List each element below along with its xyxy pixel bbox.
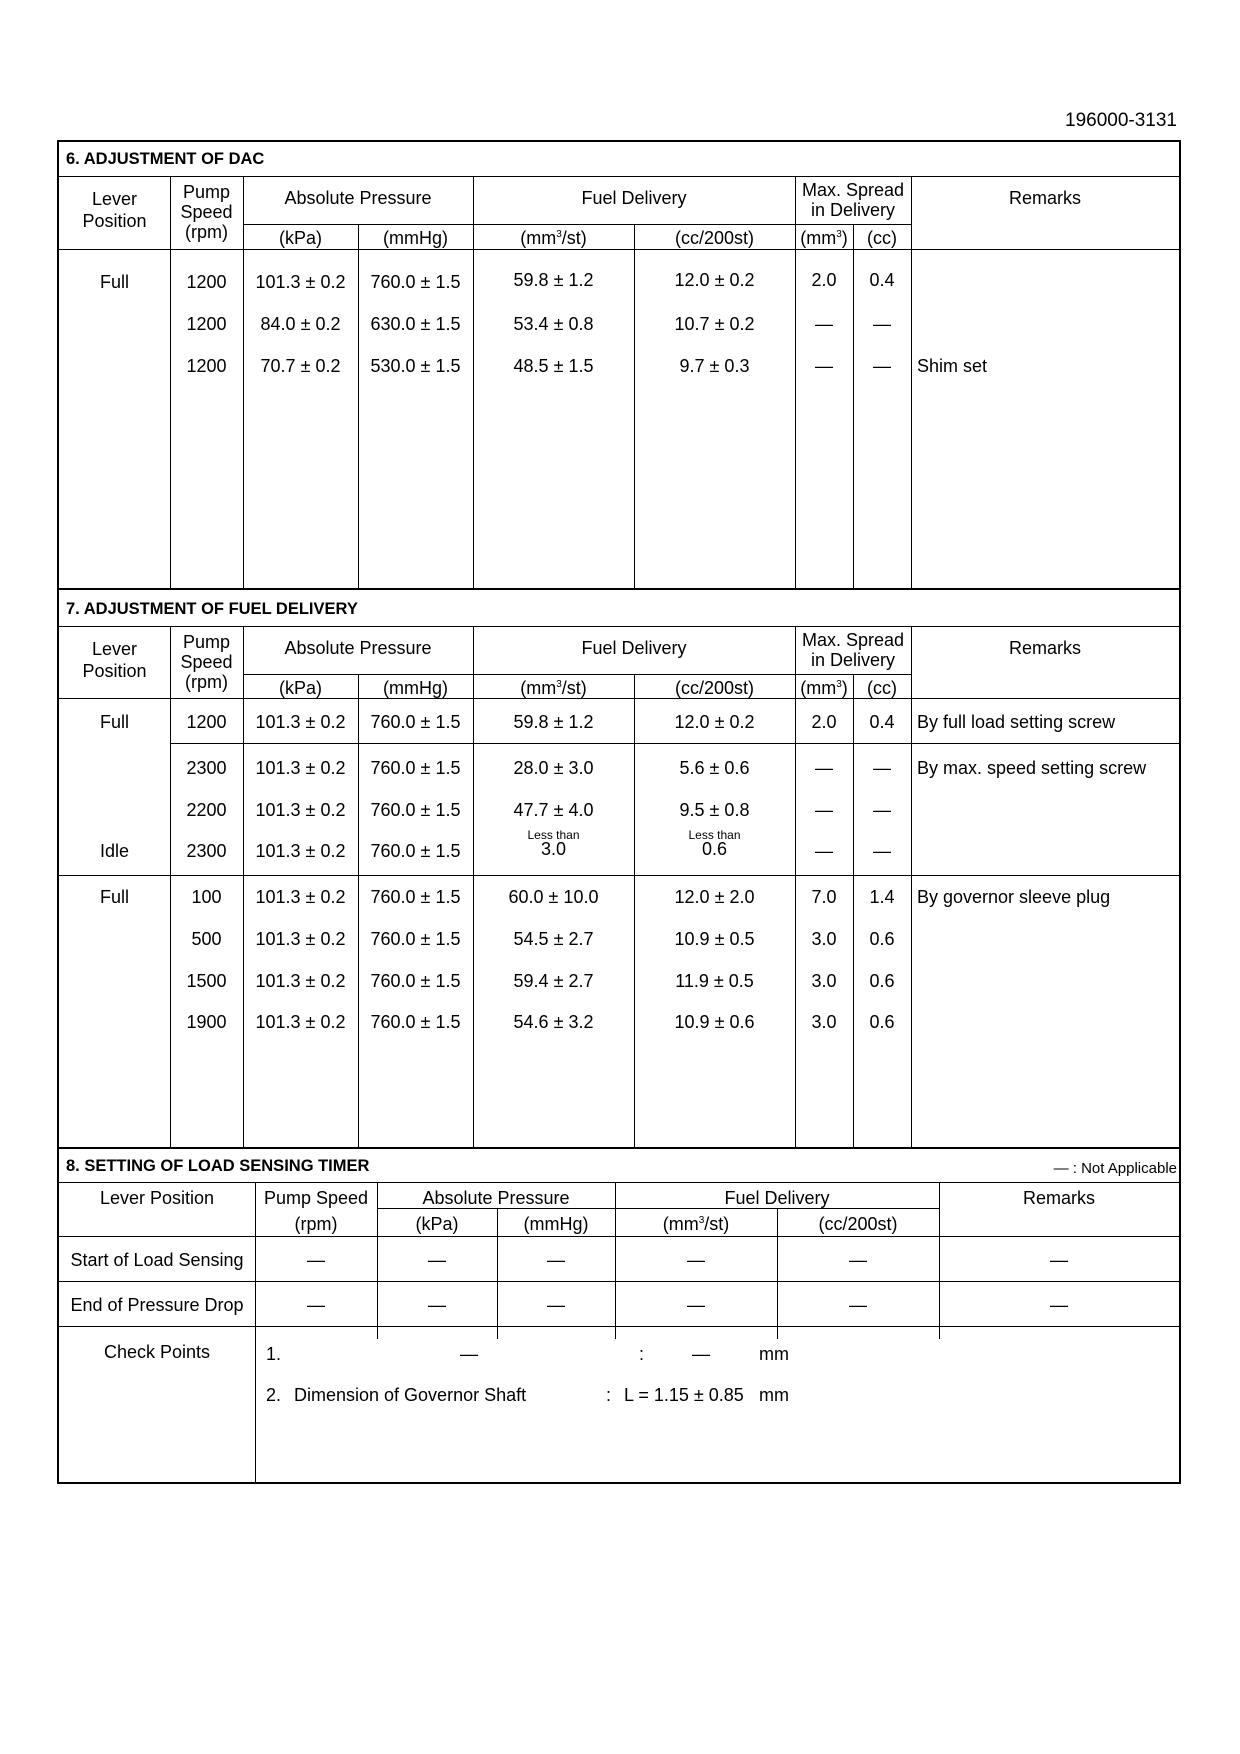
header-absolute-pressure: Absolute Pressure xyxy=(422,1188,570,1208)
cc200-cell: 9.5 ± 0.8 xyxy=(679,800,750,820)
speed-cell: 2200 xyxy=(186,800,227,820)
check-number: 2. xyxy=(266,1385,282,1405)
speed-cell: 1900 xyxy=(186,1012,227,1032)
speed-cell: 100 xyxy=(191,887,222,907)
mm3-cell: 28.0 ± 3.0 xyxy=(513,758,594,778)
spread-mm3-cell: 2.0 xyxy=(811,712,837,732)
kpa-cell: 101.3 ± 0.2 xyxy=(255,1012,346,1032)
header-spread-mm3: $(mm^3)$ xyxy=(800,228,848,248)
mm3-cell: 60.0 ± 10.0 xyxy=(508,887,599,907)
header-mmhg: (mmHg) xyxy=(383,678,448,698)
mmhg-cell: 760.0 ± 1.5 xyxy=(370,758,461,778)
check-value: — xyxy=(692,1344,710,1364)
header-pump-speed: Pump Speed (rpm) xyxy=(180,182,233,242)
cc200-cell: 0.6 xyxy=(701,839,728,859)
kpa-cell: 101.3 ± 0.2 xyxy=(255,841,346,861)
section-7-title: 7. ADJUSTMENT OF FUEL DELIVERY xyxy=(66,600,358,618)
mmhg-cell: 630.0 ± 1.5 xyxy=(370,314,461,334)
mmhg-cell: 760.0 ± 1.5 xyxy=(370,712,461,732)
lever-cell: Idle xyxy=(99,841,130,861)
lever-cell: Full xyxy=(99,712,129,732)
mm3-cell: 47.7 ± 4.0 xyxy=(513,800,594,820)
cc200-cell: — xyxy=(849,1295,867,1315)
header-fuel-delivery: Fuel Delivery xyxy=(581,638,687,658)
spread-mm3-cell: 7.0 xyxy=(811,887,837,907)
mm3-cell: 54.5 ± 2.7 xyxy=(513,929,594,949)
header-cc-200st: (cc/200st) xyxy=(674,228,755,248)
spread-cc-cell: — xyxy=(873,356,891,376)
mmhg-cell: 760.0 ± 1.5 xyxy=(370,272,461,292)
mm3-cell: — xyxy=(687,1295,705,1315)
header-absolute-pressure: Absolute Pressure xyxy=(284,638,432,658)
lever-cell: Full xyxy=(99,272,129,292)
pump-speed-cell: — xyxy=(307,1250,325,1270)
header-remarks: Remarks xyxy=(1022,1188,1095,1208)
mmhg-cell: — xyxy=(547,1250,565,1270)
check-colon: : xyxy=(606,1385,612,1405)
check-unit: mm xyxy=(759,1385,789,1405)
speed-cell: 2300 xyxy=(186,841,227,861)
header-mmhg: (mmHg) xyxy=(523,1214,589,1234)
cc200-cell: 10.7 ± 0.2 xyxy=(674,314,755,334)
mm3-cell: 59.8 ± 1.2 xyxy=(513,270,594,290)
mmhg-cell: 530.0 ± 1.5 xyxy=(370,356,461,376)
header-mmhg: (mmHg) xyxy=(383,228,448,248)
remarks-cell: — xyxy=(1050,1250,1068,1270)
kpa-cell: 101.3 ± 0.2 xyxy=(255,800,346,820)
mm3-cell: — xyxy=(687,1250,705,1270)
speed-cell: 1200 xyxy=(186,272,227,292)
header-spread-cc: (cc) xyxy=(867,678,897,698)
cc200-cell: — xyxy=(849,1250,867,1270)
spread-mm3-cell: — xyxy=(815,314,833,334)
kpa-cell: 101.3 ± 0.2 xyxy=(255,758,346,778)
cc200-cell: 9.7 ± 0.3 xyxy=(679,356,750,376)
mmhg-cell: 760.0 ± 1.5 xyxy=(370,929,461,949)
cc200-cell: 12.0 ± 2.0 xyxy=(674,887,755,907)
specification-sheet xyxy=(57,140,1181,1484)
spread-cc-cell: — xyxy=(873,314,891,334)
kpa-cell: — xyxy=(428,1295,446,1315)
mmhg-cell: 760.0 ± 1.5 xyxy=(370,800,461,820)
header-kpa: (kPa) xyxy=(278,228,322,248)
mm3-cell: 59.8 ± 1.2 xyxy=(513,712,594,732)
header-rpm: (rpm) xyxy=(294,1214,338,1234)
cc200-cell: 10.9 ± 0.5 xyxy=(674,929,755,949)
kpa-cell: 101.3 ± 0.2 xyxy=(255,272,346,292)
spread-mm3-cell: — xyxy=(815,758,833,778)
header-fuel-delivery: Fuel Delivery xyxy=(581,188,687,208)
remarks-cell: Shim set xyxy=(917,356,988,376)
spread-mm3-cell: 2.0 xyxy=(811,270,837,290)
cc200-cell: 10.9 ± 0.6 xyxy=(674,1012,755,1032)
section-8-title: 8. SETTING OF LOAD SENSING TIMER xyxy=(66,1157,370,1175)
less-than-label: Less than xyxy=(527,828,580,842)
mm3-cell: 48.5 ± 1.5 xyxy=(513,356,594,376)
header-cc-200st: (cc/200st) xyxy=(818,1214,898,1234)
speed-cell: 1500 xyxy=(186,971,227,991)
remarks-cell: — xyxy=(1050,1295,1068,1315)
pump-speed-cell: — xyxy=(307,1295,325,1315)
kpa-cell: 84.0 ± 0.2 xyxy=(260,314,341,334)
header-lever-position: Lever Position xyxy=(82,189,147,231)
kpa-cell: 101.3 ± 0.2 xyxy=(255,971,346,991)
header-pump-speed: Pump Speed xyxy=(263,1188,369,1208)
kpa-cell: 101.3 ± 0.2 xyxy=(255,712,346,732)
mm3-cell: 3.0 xyxy=(540,839,567,859)
kpa-cell: — xyxy=(428,1250,446,1270)
spread-mm3-cell: 3.0 xyxy=(811,971,837,991)
mm3-cell: 53.4 ± 0.8 xyxy=(513,314,594,334)
header-pump-speed: Pump Speed (rpm) xyxy=(180,632,233,692)
speed-cell: 1200 xyxy=(186,356,227,376)
section-6-title: 6. ADJUSTMENT OF DAC xyxy=(66,150,265,168)
header-spread-cc: (cc) xyxy=(867,228,897,248)
kpa-cell: 70.7 ± 0.2 xyxy=(260,356,341,376)
cc200-cell: 12.0 ± 0.2 xyxy=(674,712,755,732)
mmhg-cell: 760.0 ± 1.5 xyxy=(370,887,461,907)
remarks-cell: By governor sleeve plug xyxy=(917,887,1111,907)
remarks-cell: By full load setting screw xyxy=(917,712,1116,732)
header-lever-position: Lever Position xyxy=(82,639,147,681)
cc200-cell: 5.6 ± 0.6 xyxy=(679,758,750,778)
header-spread-mm3: $(mm^3)$ xyxy=(800,678,848,698)
check-value: L = 1.15 ± 0.85 xyxy=(624,1385,744,1405)
check-text: Dimension of Governor Shaft xyxy=(294,1385,527,1405)
check-colon: : xyxy=(639,1344,645,1364)
speed-cell: 2300 xyxy=(186,758,227,778)
spread-mm3-cell: — xyxy=(815,800,833,820)
speed-cell: 1200 xyxy=(186,314,227,334)
mmhg-cell: 760.0 ± 1.5 xyxy=(370,971,461,991)
header-cc-200st: (cc/200st) xyxy=(674,678,755,698)
not-applicable-legend: — : Not Applicable xyxy=(1053,1160,1177,1177)
mmhg-cell: 760.0 ± 1.5 xyxy=(370,841,461,861)
mm3-cell: 54.6 ± 3.2 xyxy=(513,1012,594,1032)
speed-cell: 500 xyxy=(191,929,222,949)
speed-cell: 1200 xyxy=(186,712,227,732)
spread-cc-cell: — xyxy=(873,758,891,778)
check-number: 1. xyxy=(266,1344,282,1364)
mmhg-cell: — xyxy=(547,1295,565,1315)
header-lever-position: Lever Position xyxy=(99,1188,215,1208)
row-label: Start of Load Sensing xyxy=(70,1250,244,1270)
cc200-cell: 11.9 ± 0.5 xyxy=(675,971,754,991)
spread-cc-cell: 0.4 xyxy=(869,712,895,732)
check-points-label: Check Points xyxy=(103,1342,211,1362)
header-mm3-per-stroke: $(mm^3/st)$ xyxy=(520,678,587,698)
spread-mm3-cell: — xyxy=(815,356,833,376)
spread-cc-cell: 0.6 xyxy=(869,1012,895,1032)
check-unit: mm xyxy=(759,1344,789,1364)
spread-cc-cell: 0.6 xyxy=(869,929,895,949)
spread-mm3-cell: 3.0 xyxy=(811,1012,837,1032)
check-text: — xyxy=(460,1344,478,1364)
spread-cc-cell: — xyxy=(873,841,891,861)
header-absolute-pressure: Absolute Pressure xyxy=(284,188,432,208)
spread-mm3-cell: — xyxy=(815,841,833,861)
mmhg-cell: 760.0 ± 1.5 xyxy=(370,1012,461,1032)
mm3-cell: 59.4 ± 2.7 xyxy=(513,971,594,991)
spread-mm3-cell: 3.0 xyxy=(811,929,837,949)
spread-cc-cell: — xyxy=(873,800,891,820)
header-remarks: Remarks xyxy=(1008,638,1081,658)
spread-cc-cell: 1.4 xyxy=(869,887,895,907)
cc200-cell: 12.0 ± 0.2 xyxy=(674,270,755,290)
header-remarks: Remarks xyxy=(1008,188,1081,208)
header-kpa: (kPa) xyxy=(415,1214,459,1234)
header-kpa: (kPa) xyxy=(278,678,322,698)
spread-cc-cell: 0.6 xyxy=(869,971,895,991)
lever-cell: Full xyxy=(99,887,129,907)
document-number: 196000-3131 xyxy=(1065,110,1177,131)
header-fuel-delivery: Fuel Delivery xyxy=(724,1188,830,1208)
header-max-spread: Max. Spread in Delivery xyxy=(801,630,905,670)
row-label: End of Pressure Drop xyxy=(70,1295,244,1315)
remarks-cell: By max. speed setting screw xyxy=(917,758,1147,778)
header-mm3-per-stroke: $(mm^3/st)$ xyxy=(662,1214,730,1234)
kpa-cell: 101.3 ± 0.2 xyxy=(255,887,346,907)
kpa-cell: 101.3 ± 0.2 xyxy=(255,929,346,949)
spread-cc-cell: 0.4 xyxy=(869,270,895,290)
less-than-label: Less than xyxy=(688,828,741,842)
header-max-spread: Max. Spread in Delivery xyxy=(801,180,905,220)
header-mm3-per-stroke: $(mm^3/st)$ xyxy=(520,228,587,248)
